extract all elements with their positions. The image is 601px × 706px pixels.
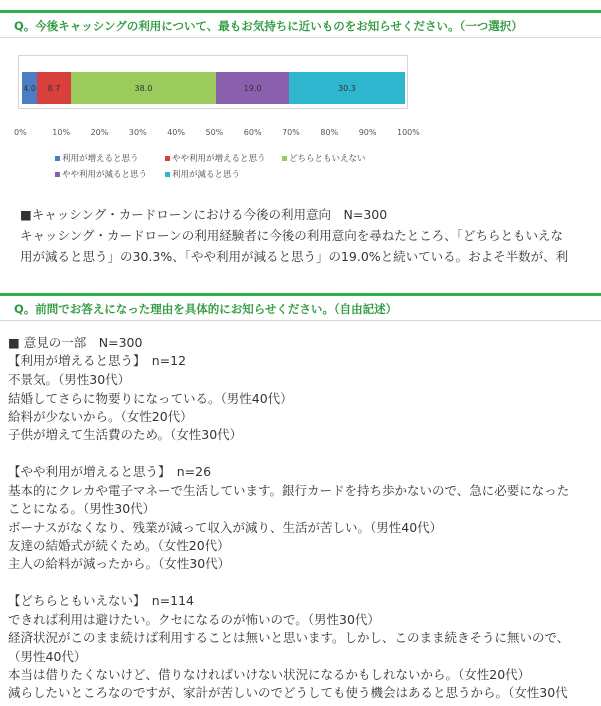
bar-value-label: 30.3: [338, 83, 356, 93]
bar-value-label: 38.0: [134, 83, 153, 93]
legend-label: やや利用が減ると思う: [62, 170, 148, 180]
opinion-line: 本当は借りたくないけど、借りなければいけない状況になるかもしれないから。（女性20代）: [8, 667, 531, 682]
bar-segment: [37, 72, 70, 104]
summary-line-2: 用が減ると思う」の30.3%、「やや利用が減ると思う」の19.0%と続いている。およそ半数が、利: [20, 249, 569, 264]
group-label-neutral: 【どちらともいえない】 n=114: [8, 593, 195, 608]
x-tick-label: 30%: [128, 128, 147, 137]
bar-segment: [22, 72, 37, 104]
group-label-increase: 【利用が増えると思う】 n=12: [8, 353, 187, 368]
x-tick-label: 20%: [90, 128, 109, 137]
opinion-line: 減らしたいところなのですが、家計が苦しいのでどうしても使う機会はあると思うから。（女性30代: [8, 685, 568, 700]
bar-value-label: 19.0: [243, 83, 262, 93]
question-title-1: Q。今後キャッシングの利用について、最もお気持ちに近いものをお知らせください。（一つ選択）: [14, 19, 523, 33]
bar-value-label: 8.7: [47, 83, 61, 93]
legend-label: やや利用が増えると思う: [172, 154, 266, 164]
legend-item: [55, 168, 147, 180]
x-tick-label: 70%: [282, 128, 300, 137]
x-tick-label: 10%: [52, 128, 71, 137]
legend-swatch: [55, 156, 60, 161]
x-tick-label: 50%: [205, 128, 224, 137]
legend-label: 利用が減ると思う: [172, 170, 241, 180]
x-tick-label: 40%: [167, 128, 185, 137]
legend-item: [165, 168, 240, 180]
question-header-2: [0, 293, 601, 321]
question-title-2: Q。前問でお答えになった理由を具体的にお知らせください。（自由記述）: [14, 302, 398, 316]
bar-segment: [289, 72, 405, 104]
opinion-line: 基本的にクレカや電子マネーで生活しています。銀行カードを持ち歩かないので、急に必要になった: [8, 483, 570, 498]
opinion-line: 子供が増えて生活費のため。（女性30代）: [8, 427, 243, 442]
summary-heading: ■キャッシング・カードローンにおける今後の利用意向 N=300: [20, 207, 388, 222]
question-header-1: [0, 10, 601, 38]
x-tick-label: 90%: [358, 128, 377, 137]
opinion-line: 不景気。（男性30代）: [8, 372, 131, 387]
legend-label: 利用が増えると思う: [62, 154, 139, 164]
opinion-line: できれば利用は避けたい。クセになるのが怖いので。（男性30代）: [8, 612, 380, 627]
opinion-line: 給料が少ないから。（女性20代）: [8, 409, 193, 424]
legend-label: どちらともいえない: [289, 154, 366, 164]
legend-item: [282, 152, 366, 164]
legend-swatch: [165, 172, 170, 177]
x-tick-label: 0%: [14, 128, 27, 137]
legend-item: [165, 152, 266, 164]
x-tick-label: 60%: [243, 128, 262, 137]
bar-segment: [216, 72, 289, 104]
opinion-line: ことになる。（男性30代）: [8, 501, 156, 516]
opinion-line: （男性40代）: [8, 649, 87, 664]
opinion-line: 結婚してさらに物要りになっている。（男性40代）: [8, 391, 293, 406]
opinion-line: 主人の給料が減ったから。（女性30代）: [8, 556, 231, 571]
legend-swatch: [282, 156, 287, 161]
opinion-line: 友達の結婚式が続くため。（女性20代）: [8, 538, 230, 553]
x-tick-label: 100%: [397, 128, 420, 137]
opinion-line: ボーナスがなくなり、残業が減って収入が減り、生活が苦しい。（男性40代）: [8, 520, 443, 535]
x-tick-label: 80%: [320, 128, 339, 137]
summary-line-1: キャッシング・カードローンの利用経験者に今後の利用意向を尋ねたところ、「どちらともいえな: [20, 228, 563, 243]
legend-item: [55, 152, 139, 164]
group-label-slight-increase: 【やや利用が増えると思う】 n=26: [8, 464, 212, 479]
legend-swatch: [165, 156, 170, 161]
legend-swatch: [55, 172, 60, 177]
opinion-heading: ■ 意見の一部 N=300: [8, 335, 143, 350]
opinion-line: 経済状況がこのまま続けば利用することは無いと思います。しかし、このまま続きそうに無いので、: [8, 630, 570, 645]
bar-segment: [71, 72, 217, 104]
bar-value-label: 4.0: [23, 83, 37, 93]
